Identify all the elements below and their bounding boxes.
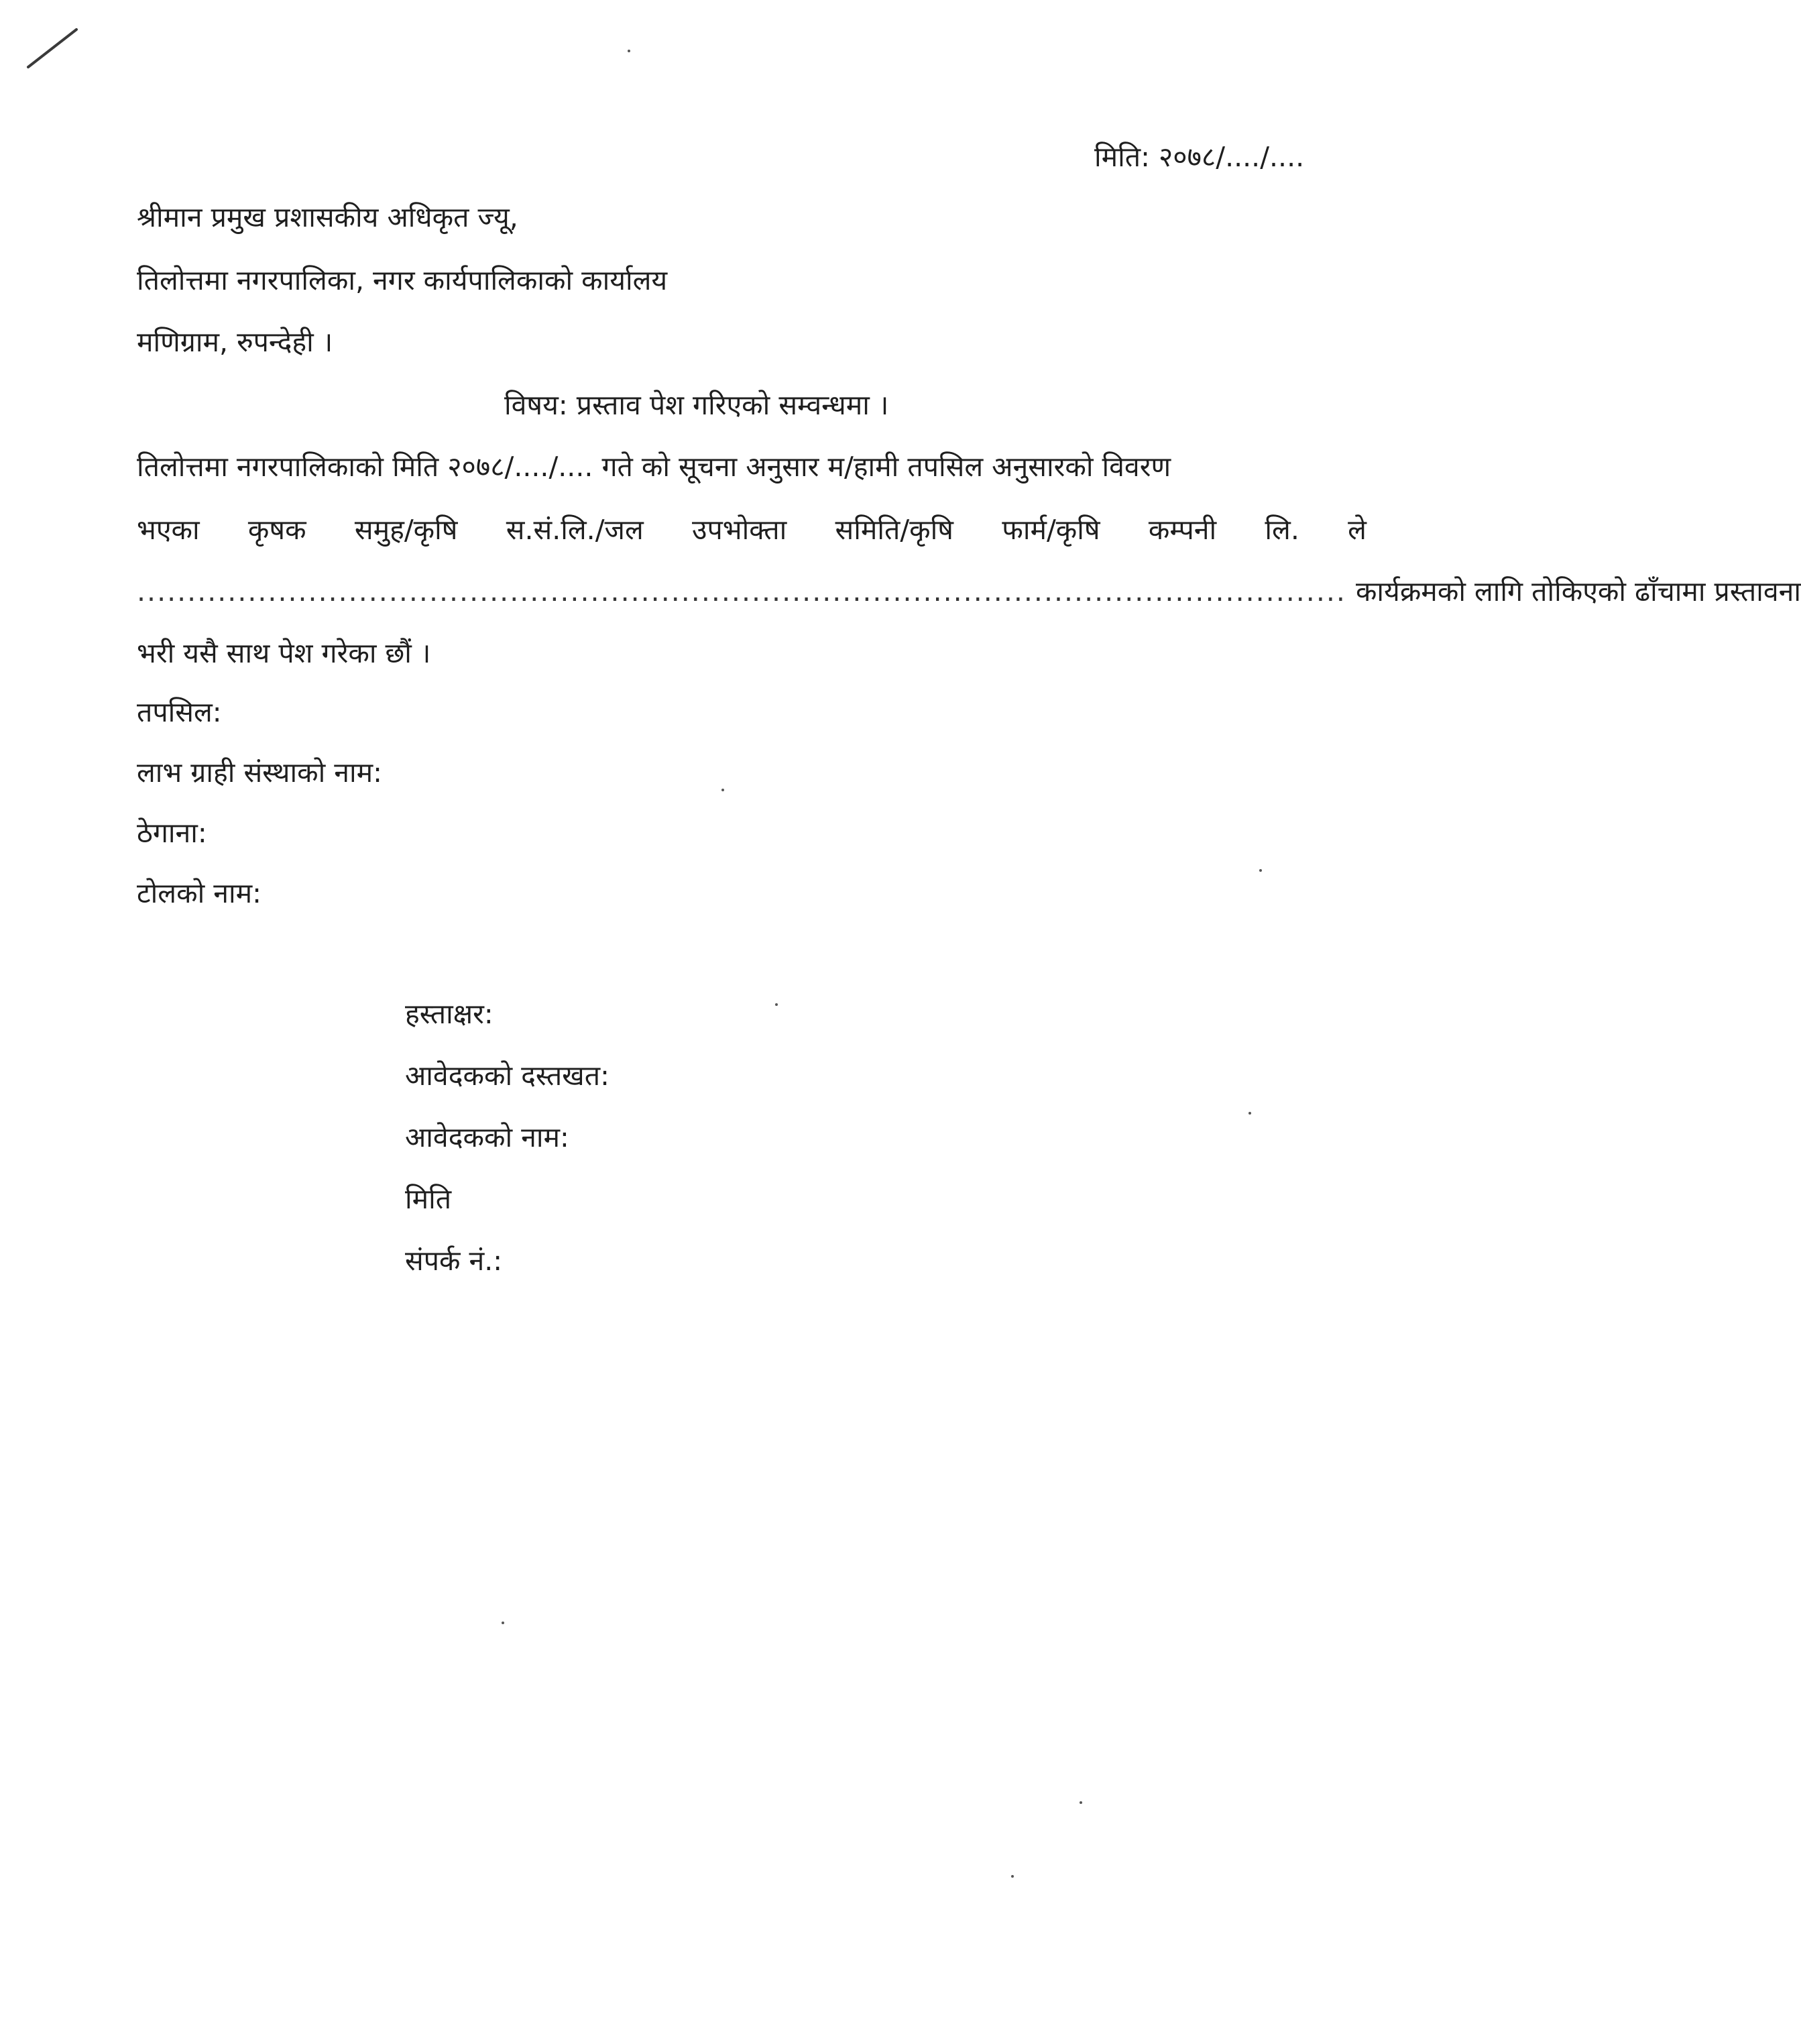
body-word: कृषक — [247, 514, 306, 546]
address-label: ठेगाना: — [137, 817, 207, 849]
contact-number-label: संपर्क नं.: — [405, 1245, 503, 1277]
addressee-location: मणिग्राम, रुपन्देही । — [137, 326, 333, 358]
body-word: समिति/कृषि — [835, 514, 953, 546]
body-line-2 — [137, 511, 1367, 549]
org-name-label: लाभ ग्राही संस्थाको नाम: — [137, 756, 382, 789]
body-word: स.सं.लि./जल — [506, 514, 644, 546]
program-name-blank: ........................................................................................................................ — [137, 575, 1346, 608]
sign-date-label: मिति — [405, 1183, 452, 1215]
body-word: फार्म/कृषि — [1002, 514, 1100, 546]
applicant-signature-label: आवेदकको दस्तखत: — [405, 1060, 609, 1092]
subject-line: विषय: प्रस्ताव पेश गरिएको सम्वन्धमा । — [504, 389, 889, 421]
body-line-3 — [137, 573, 1801, 610]
addressee-title: श्रीमान प्रमुख प्रशासकीय अधिकृत ज्यू, — [137, 201, 518, 233]
paper-speck — [502, 1622, 504, 1624]
pen-stroke-mark — [25, 27, 79, 70]
body-line-4: भरी यसै साथ पेश गरेका छौं । — [137, 637, 431, 669]
body-word: उपभोक्ता — [692, 514, 787, 546]
paper-speck — [775, 1003, 778, 1006]
body-word: भएका — [137, 514, 200, 546]
body-word: लि. — [1265, 514, 1299, 546]
applicant-name-label: आवेदकको नाम: — [405, 1121, 569, 1153]
paper-speck — [1248, 1112, 1251, 1115]
signature-label: हस्ताक्षर: — [405, 998, 493, 1030]
paper-speck — [1080, 1801, 1082, 1804]
paper-speck — [1011, 1875, 1014, 1878]
paper-speck — [628, 50, 630, 52]
paper-speck — [721, 789, 724, 791]
body-word: ले — [1348, 514, 1367, 546]
body-line-3-text: कार्यक्रमको लागि तोकिएको ढाँचामा प्रस्तावना — [1355, 575, 1801, 608]
paper-speck — [1259, 869, 1262, 872]
body-word: कम्पनी — [1148, 514, 1217, 546]
date-line: मिति: २०७८/..../.... — [1094, 141, 1305, 173]
body-line-1: तिलोत्तमा नगरपालिकाको मिति २०७८/..../.... गते को सूचना अनुसार म/हामी तपसिल अनुसारको विवरण — [137, 451, 1171, 483]
body-word: समुह/कृषि — [354, 514, 458, 546]
addressee-office: तिलोत्तमा नगरपालिका, नगर कार्यपालिकाको कार्यालय — [137, 264, 668, 296]
tole-name-label: टोलको नाम: — [137, 877, 262, 909]
details-heading: तपसिल: — [137, 696, 222, 728]
